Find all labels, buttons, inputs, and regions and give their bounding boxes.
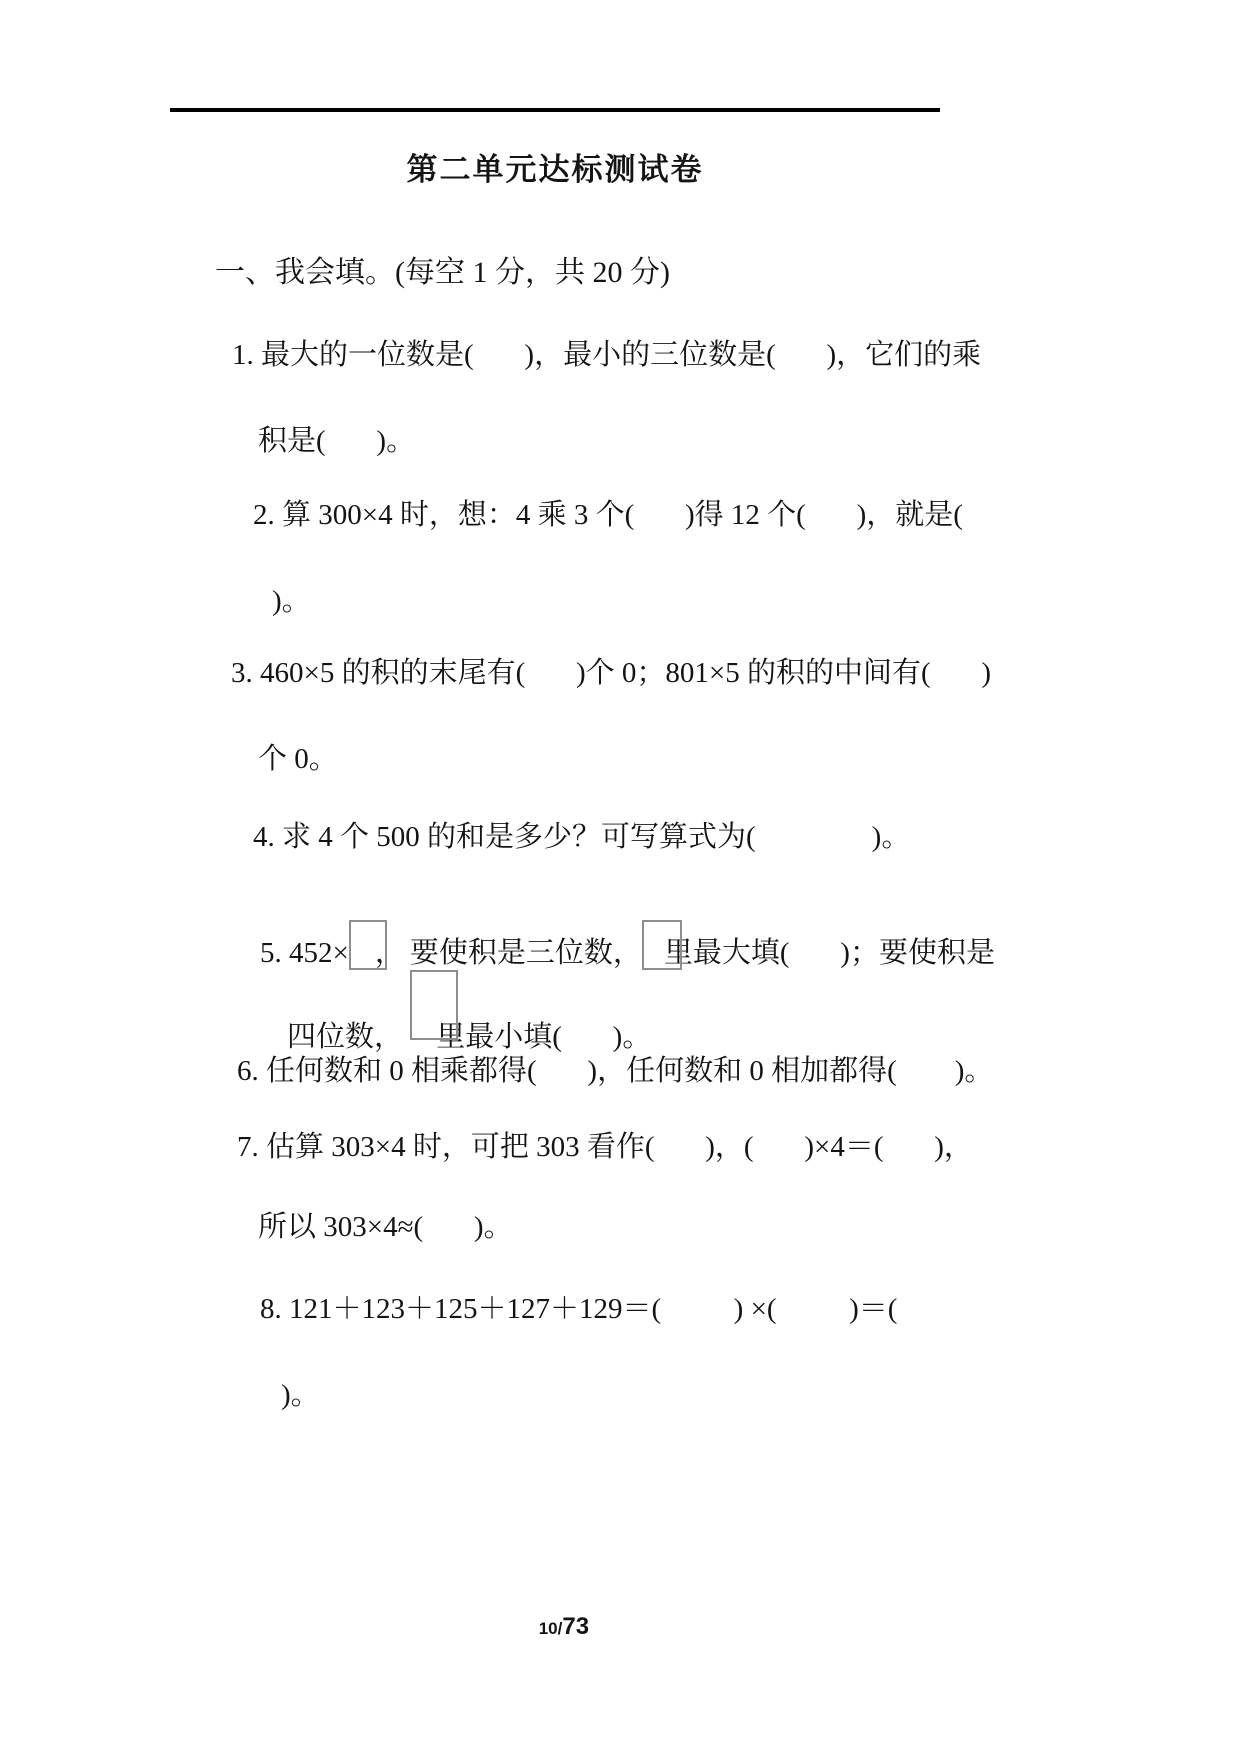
question-5-text-a: 5. 452× [260, 937, 349, 969]
fill-box-1-square [349, 920, 387, 970]
question-8-line-2: )。 [281, 1379, 320, 1411]
page-number-total: 73 [562, 1613, 590, 1640]
question-3-line-2: 个 0。 [258, 743, 338, 775]
fill-box-3 [410, 1044, 436, 1046]
fill-box-1 [349, 960, 375, 962]
question-5-text-c: 里最大填( )；要使积是 [663, 937, 995, 969]
section-heading: 一、我会填。(每空 1 分，共 20 分) [215, 256, 670, 289]
question-4-line-1: 4. 求 4 个 500 的和是多少？可写算式为( )。 [253, 821, 911, 853]
header-rule [170, 108, 940, 112]
question-5-text-d: 四位数， [287, 1021, 411, 1053]
question-1-line-1: 1. 最大的一位数是( )，最小的三位数是( )，它们的乘 [232, 339, 982, 371]
question-2-line-1: 2. 算 300×4 时，想：4 乘 3 个( )得 12 个( )，就是( [253, 499, 963, 531]
document-title: 第二单元达标测试卷 [406, 152, 704, 187]
question-6-line-1: 6. 任何数和 0 相乘都得( )，任何数和 0 相加都得( )。 [237, 1055, 994, 1087]
question-2-line-2: )。 [272, 585, 311, 617]
page-number-current: 10/ [538, 1619, 563, 1638]
fill-box-2-square [642, 920, 682, 970]
question-3-line-1: 3. 460×5 的积的末尾有( )个 0；801×5 的积的中间有( ) [231, 657, 992, 689]
question-5-comma: ， [374, 937, 404, 969]
question-5-line-1 [231, 884, 995, 969]
question-7-line-2: 所以 303×4≈( )。 [258, 1211, 513, 1243]
fill-box-3-square [410, 970, 458, 1040]
page-footer [170, 1595, 940, 1659]
question-5-line-2 [258, 968, 652, 1053]
question-8-line-1: 8. 121＋123＋125＋127＋129＝( ) ×( )＝( [260, 1293, 898, 1325]
question-5-text-b: 要使积是三位数， [409, 937, 642, 969]
fill-box-2 [642, 960, 664, 962]
question-7-line-1: 7. 估算 303×4 时，可把 303 看作( )，( )×4＝( )， [237, 1131, 973, 1163]
question-1-line-2: 积是( )。 [258, 425, 416, 457]
question-5-text-e: 里最小填( )。 [436, 1021, 652, 1053]
